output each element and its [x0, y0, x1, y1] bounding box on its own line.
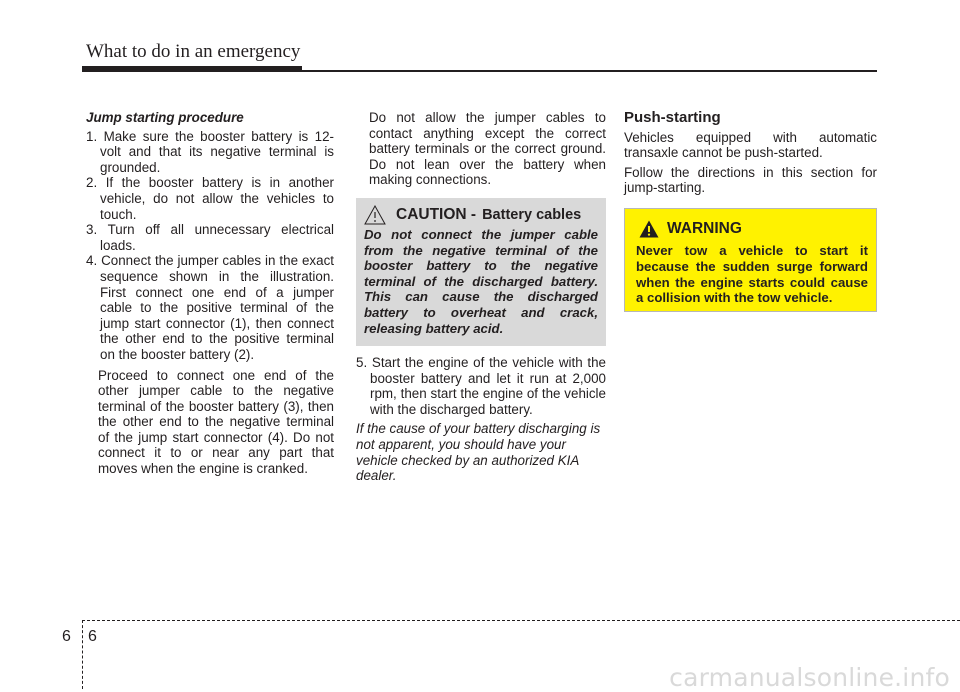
push-start-paragraph-2: Follow the directions in this section for jump-starting. — [624, 164, 877, 196]
cable-contact-note: Do not allow the jumper cables to contact anything except the correct battery terminals or the correct ground. Do not lean over the battery when making connections. — [369, 110, 606, 188]
section-number: 6 — [62, 628, 71, 645]
warning-box — [624, 208, 877, 312]
warning-triangle-icon — [639, 220, 659, 238]
page-header-title: What to do in an emergency — [86, 41, 301, 62]
caution-sublabel: Battery cables — [482, 207, 582, 223]
caution-box — [356, 198, 606, 346]
warning-label: WARNING — [667, 220, 742, 237]
header-rule — [82, 70, 877, 72]
step-5: 5. Start the engine of the vehicle with the booster battery and let it run at 2,000 rpm, then start the engine of the vehicle with the discharged battery. — [356, 355, 606, 417]
footer-rule — [82, 620, 960, 621]
footer-divider — [82, 620, 83, 689]
column-left — [86, 110, 334, 477]
step-2: 2. If the booster battery is in another vehicle, do not allow the vehicles to touch. — [86, 175, 334, 222]
step-4-continuation: Proceed to connect one end of the other jumper cable to the negative terminal of the booster battery (3), then the other end to the negative terminal of the jump start connector (4). Do not connect it to or near any part that moves when the engine is cranked. — [98, 367, 334, 477]
caution-text: Do not connect the jumper cable from the negative terminal of the booster battery to the negative terminal of the discharged battery. This can cause the discharged battery to overheat and crack, releasing battery acid. — [364, 227, 598, 336]
push-starting-heading: Push-starting — [624, 109, 721, 126]
push-start-paragraph-1: Vehicles equipped with automatic transaxle cannot be push-started. — [624, 129, 877, 161]
step-4: 4. Connect the jumper cables in the exact sequence shown in the illustration. First connect one end of a jumper cable to the positive terminal of the jump start connector (1), then connect the other end to the positive terminal on the booster battery (2). — [86, 253, 334, 362]
warning-title — [639, 220, 742, 238]
caution-triangle-icon — [364, 205, 386, 225]
warning-text: Never tow a vehicle to start it because the sudden surge forward when the engine starts could cause a collision with the tow vehicle. — [636, 243, 868, 306]
watermark: carmanualsonline.info — [669, 663, 950, 692]
column-middle-lower — [356, 355, 606, 484]
step-3: 3. Turn off all unnecessary electrical loads. — [86, 222, 334, 253]
step-1: 1. Make sure the booster battery is 12-volt and that its negative terminal is grounded. — [86, 128, 334, 175]
caution-label: CAUTION - — [396, 206, 477, 223]
column-middle — [356, 110, 606, 188]
section-subheading: Jump starting procedure — [86, 110, 244, 125]
dealer-note: If the cause of your battery discharging is not apparent, you should have your vehicle checked by an authorized KIA dealer. — [356, 421, 601, 484]
caution-title — [364, 205, 581, 225]
column-right — [624, 110, 877, 196]
page-number: 6 — [88, 628, 97, 645]
